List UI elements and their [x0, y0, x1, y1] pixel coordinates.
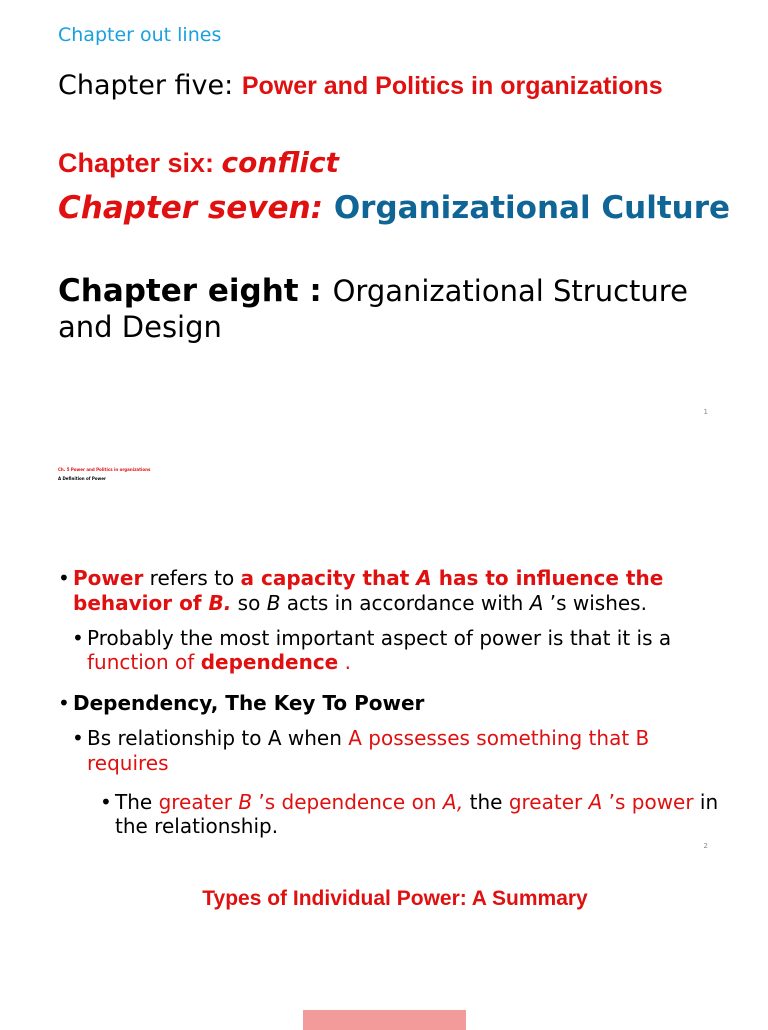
- text-run: A: [588, 789, 603, 814]
- text-run: B: [266, 590, 281, 615]
- text-run: in the relationship.: [115, 789, 719, 839]
- text-run: ’s dependence on: [252, 789, 443, 814]
- chapter-seven-label: Chapter seven:: [58, 190, 334, 226]
- outline-title: Chapter out lines: [58, 24, 222, 46]
- slide-definition-of-power: [0, 440, 768, 860]
- text-run: greater: [508, 789, 589, 814]
- text-run: Power: [73, 566, 144, 590]
- text-run: ’s wishes.: [543, 590, 647, 615]
- chapter-eight: [58, 274, 738, 345]
- chapter-seven: [58, 190, 738, 227]
- slide-subheading-small: A Definition of Power: [58, 476, 106, 481]
- text-run: function of: [87, 650, 201, 675]
- chapter-seven-topic: Organizational Culture: [333, 190, 731, 226]
- text-run: A,: [442, 789, 464, 814]
- text-run: A possesses something that B requires: [87, 725, 650, 775]
- text-run: .: [338, 650, 351, 675]
- bullet-power-definition: [58, 566, 734, 616]
- chapter-five: [58, 70, 738, 102]
- text-run: Probably the most important aspect of power is that it is a: [87, 625, 672, 650]
- page-number: 2: [703, 842, 708, 850]
- text-run: ’s power: [602, 789, 694, 814]
- summary-table-header-box: [303, 1010, 466, 1030]
- text-run: has to influence the behavior of: [73, 566, 664, 615]
- text-run: the: [463, 789, 509, 814]
- text-run: B: [238, 789, 253, 814]
- chapter-six: [58, 146, 738, 180]
- text-run: A: [529, 590, 544, 615]
- chapter-eight-label: Chapter eight :: [58, 273, 333, 309]
- text-run: refers to: [143, 566, 241, 590]
- bullet-list: [58, 566, 734, 839]
- slide-heading-small: Ch. 5 Power and Politics in organizations: [58, 467, 151, 472]
- text-run: A: [416, 566, 432, 590]
- chapter-six-topic: conflict: [221, 146, 339, 179]
- text-run: so: [231, 590, 267, 615]
- chapter-five-topic: Power and Politics in organizations: [241, 72, 663, 100]
- text-run: Dependency, The Key To Power: [73, 691, 425, 716]
- bullet-greater-dependence: [100, 790, 734, 840]
- text-run: The: [115, 789, 159, 814]
- page-number: 1: [703, 408, 708, 416]
- bullet-relationship: [72, 726, 734, 776]
- text-run: Bs relationship to A when: [87, 725, 349, 750]
- slide-chapter-outline: [0, 0, 768, 440]
- chapter-eight-topic: Organizational Structure and Design: [58, 274, 688, 344]
- chapter-six-label: Chapter six:: [58, 148, 222, 178]
- text-run: a capacity that: [240, 566, 417, 590]
- chapter-five-label: Chapter five:: [58, 70, 242, 101]
- text-run: acts in accordance with: [280, 590, 530, 615]
- text-run: dependence: [200, 650, 339, 675]
- slide-types-of-power: [0, 860, 768, 1024]
- slide-title: Types of Individual Power: A Summary: [202, 887, 588, 910]
- text-run: B.: [208, 590, 232, 615]
- text-run: greater: [158, 789, 239, 814]
- bullet-dependency-key: [58, 691, 734, 716]
- bullet-dependence: [72, 626, 734, 676]
